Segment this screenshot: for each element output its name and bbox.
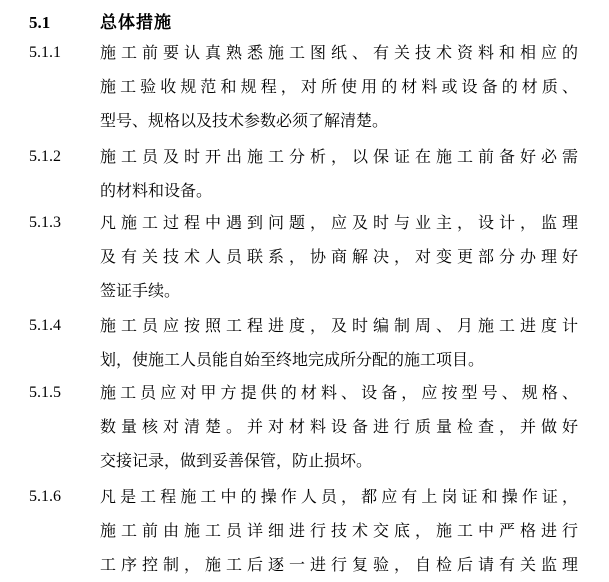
clause-line: 凡施工过程中遇到问题，应及时与业主，设计，监理: [100, 213, 578, 232]
clause-line: 型号、规格以及技术参数必须了解清楚。: [100, 111, 389, 130]
clause-line: 交接记录，做到妥善保管，防止损坏。: [100, 451, 373, 470]
clause-line: 施工员应对甲方提供的材料、设备，应按型号、规格、: [100, 383, 578, 402]
section-number: 5.1: [29, 13, 51, 32]
clause-line: 数量核对清楚。并对材料设备进行质量检查，并做好: [100, 417, 578, 436]
clause-number: 5.1.5: [29, 384, 61, 401]
clause-line: 工序控制，施工后逐一进行复验，自检后请有关监理: [100, 555, 578, 574]
clause-number: 5.1.4: [29, 317, 61, 334]
clause-line: 施工前由施工员详细进行技术交底，施工中严格进行: [100, 521, 578, 540]
clause-number: 5.1.2: [29, 148, 61, 165]
clause-line: 施工员及时开出施工分析，以保证在施工前备好必需: [100, 147, 578, 166]
clause-line: 签证手续。: [100, 281, 181, 300]
clause-line: 及有关技术人员联系，协商解决，对变更部分办理好: [100, 247, 578, 266]
clause-line: 划，使施工人员能自始至终地完成所分配的施工项目。: [100, 350, 485, 369]
clause-line: 凡是工程施工中的操作人员，都应有上岗证和操作证，: [100, 487, 578, 506]
clause-number: 5.1.6: [29, 488, 61, 505]
clause-number: 5.1.1: [29, 44, 61, 61]
clause-number: 5.1.3: [29, 214, 61, 231]
clause-line: 的材料和设备。: [100, 181, 213, 200]
clause-line: 施工前要认真熟悉施工图纸、有关技术资料和相应的: [100, 43, 578, 62]
section-title: 总体措施: [100, 13, 172, 33]
clause-line: 施工验收规范和规程，对所使用的材料或设备的材质、: [100, 77, 578, 96]
clause-line: 施工员应按照工程进度，及时编制周、月施工进度计: [100, 316, 578, 335]
